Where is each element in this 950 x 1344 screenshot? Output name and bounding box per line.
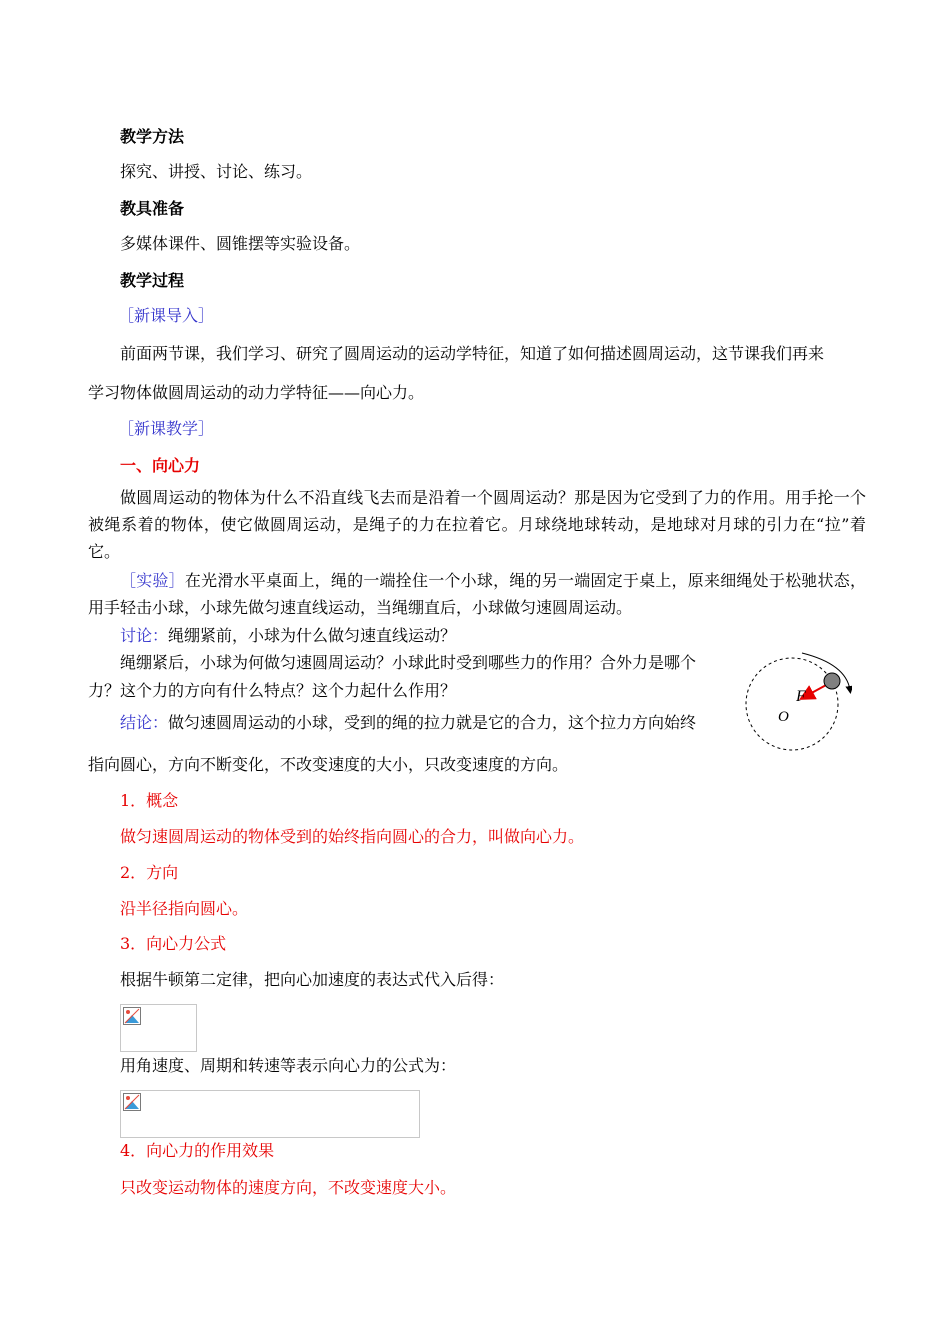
discuss-text: 绳绷紧前，小球为什么做匀速直线运动？ [168, 626, 457, 645]
formula-image-2 [120, 1090, 420, 1138]
section-title: 一、向心力 [120, 456, 201, 475]
broken-image-icon [123, 1007, 141, 1025]
process-heading: 教学过程 [120, 271, 185, 290]
intro-line-2: 学习物体做圆周运动的动力学特征——向心力。 [88, 383, 425, 402]
concept-heading: 1．概念 [120, 791, 179, 810]
label-o: O [778, 709, 789, 725]
circle-path [746, 658, 838, 750]
label-f: F [796, 688, 806, 705]
experiment-tag: ［实验］ [120, 571, 185, 590]
tools-text: 多媒体课件、圆锥摆等实验设备。 [120, 234, 361, 253]
intro-line-1: 前面两节课，我们学习、研究了圆周运动的运动学特征，知道了如何描述圆周运动，这节课我们再来 [120, 344, 825, 363]
conclusion-line-1 [120, 712, 696, 734]
effect-heading: 4．向心力的作用效果 [120, 1141, 275, 1160]
formula-image-1 [120, 1004, 197, 1052]
force-arrow [806, 684, 828, 696]
effect-text: 只改变运动物体的速度方向，不改变速度大小。 [120, 1178, 457, 1197]
experiment-paragraph [88, 567, 866, 621]
ball [824, 673, 840, 689]
intro-tag: ［新课导入］ [118, 306, 215, 325]
conclusion-line-2: 指向圆心，方向不断变化，不改变速度的大小，只改变速度的方向。 [88, 755, 569, 774]
formula-heading: 3．向心力公式 [120, 934, 227, 953]
formula-text-1: 根据牛顿第二定律，把向心加速度的表达式代入后得： [120, 970, 505, 989]
methods-text: 探究、讲授、讨论、练习。 [120, 162, 313, 181]
formula-text-2: 用角速度、周期和转速等表示向心力的公式为： [120, 1056, 457, 1075]
question-line-1: 绳绷紧后，小球为何做匀速圆周运动？小球此时受到哪些力的作用？合外力是哪个 [120, 653, 697, 672]
direction-heading: 2．方向 [120, 863, 179, 882]
concept-text: 做匀速圆周运动的物体受到的始终指向圆心的合力，叫做向心力。 [120, 827, 585, 846]
experiment-text: 在光滑水平桌面上，绳的一端拴住一个小球，绳的另一端固定于桌上，原来细绳处于松驰状态，用手轻击小球，小球先做匀速直线运动，当绳绷直后，小球做匀速圆周运动。 [88, 571, 866, 617]
conclusion-tag: 结论： [120, 713, 169, 732]
question-line-2: 力？这个力的方向有什么特点？这个力起什么作用？ [88, 681, 457, 700]
direction-text: 沿半径指向圆心。 [120, 899, 249, 918]
discuss-tag: 讨论： [120, 626, 169, 645]
methods-heading: 教学方法 [120, 127, 185, 146]
discuss-line [120, 625, 456, 647]
broken-image-icon [123, 1093, 141, 1111]
section-paragraph-1: 做圆周运动的物体为什么不沿直线飞去而是沿着一个圆周运动？那是因为它受到了力的作用。用手抡一个被绳系着的物体，使它做圆周运动，是绳子的力在拉着它。月球绕地球转动，是地球对月球的引力在“拉”着它。 [88, 488, 866, 561]
tools-heading: 教具准备 [120, 199, 185, 218]
conclusion-text: 做匀速圆周运动的小球，受到的绳的拉力就是它的合力，这个拉力方向始终 [168, 713, 697, 732]
circular-motion-figure [740, 650, 852, 754]
teach-tag: ［新课教学］ [118, 419, 215, 438]
